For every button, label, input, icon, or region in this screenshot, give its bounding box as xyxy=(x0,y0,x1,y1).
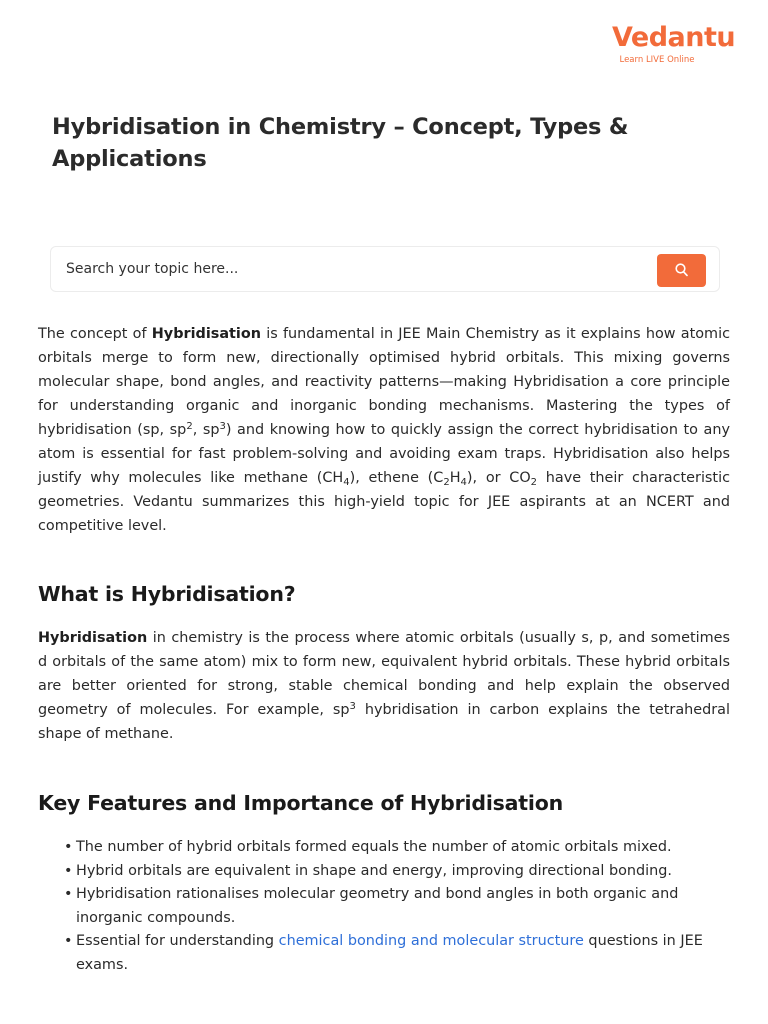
page-title: Hybridisation in Chemistry – Concept, Types & Applications xyxy=(52,114,629,172)
search-button[interactable] xyxy=(657,254,706,287)
vedantu-logo[interactable] xyxy=(612,22,736,65)
list-item: • Hybrid orbitals are equivalent in shape and energy, improving directional bonding. xyxy=(64,862,672,879)
search-bar xyxy=(50,246,720,292)
chemical-bonding-link[interactable]: chemical bonding and molecular structure xyxy=(278,933,584,949)
list-item: • Essential for understanding chemical bonding and molecular structure questions in JEE exams. xyxy=(64,933,703,973)
bold-term: Hybridisation xyxy=(38,630,148,646)
search-input[interactable]: Search your topic here... xyxy=(66,261,239,277)
definition-paragraph: Hybridisation in chemistry is the process where atomic orbitals (usually s, p, and sometimes d orbitals of the same atom) mix to form new, equivalent hybrid orbitals. These hybrid orbitals are better oriented for strong, stable chemical bonding and help explain the observed geometry of molecules. For example, $sp^3$ hybridisation in carbon explains the tetrahedral shape of methane. xyxy=(38,630,730,742)
section-heading-what-is: What is Hybridisation? xyxy=(38,582,296,606)
bold-term: Hybridisation xyxy=(151,326,261,342)
list-item: • The number of hybrid orbitals formed equals the number of atomic orbitals mixed. xyxy=(64,839,672,855)
search-icon xyxy=(675,263,688,277)
logo-wordmark: Vedantu xyxy=(612,22,736,53)
logo-tagline: Learn LIVE Online xyxy=(619,55,695,65)
list-item: • Hybridisation rationalises molecular geometry and bond angles in both organic and inorganic compounds. xyxy=(64,886,679,926)
section-heading-key-features: Key Features and Importance of Hybridisation xyxy=(38,791,564,815)
intro-paragraph: The concept of Hybridisation is fundamental in JEE Main Chemistry as it explains how atomic orbitals merge to form new, directionally optimised hybrid orbitals. This mixing governs molecular shape, bond angles, and reactivity patterns—making Hybridisation a core principle for understanding organic and inorganic bonding mechanisms. Mastering the types of hybridisation (sp, $sp^2$, $sp^3$) and knowing how to quickly assign the correct hybridisation to any atom is essential for fast problem-solving and avoiding exam traps. Hybridisation also helps justify why molecules like methane $(CH_4)$, ethene $(C_2H_4)$, or $CO_2$ have their characteristic geometries. Vedantu summarizes this high-yield topic for JEE aspirants at an NCERT and competitive level. xyxy=(38,326,731,534)
features-list xyxy=(62,836,722,977)
